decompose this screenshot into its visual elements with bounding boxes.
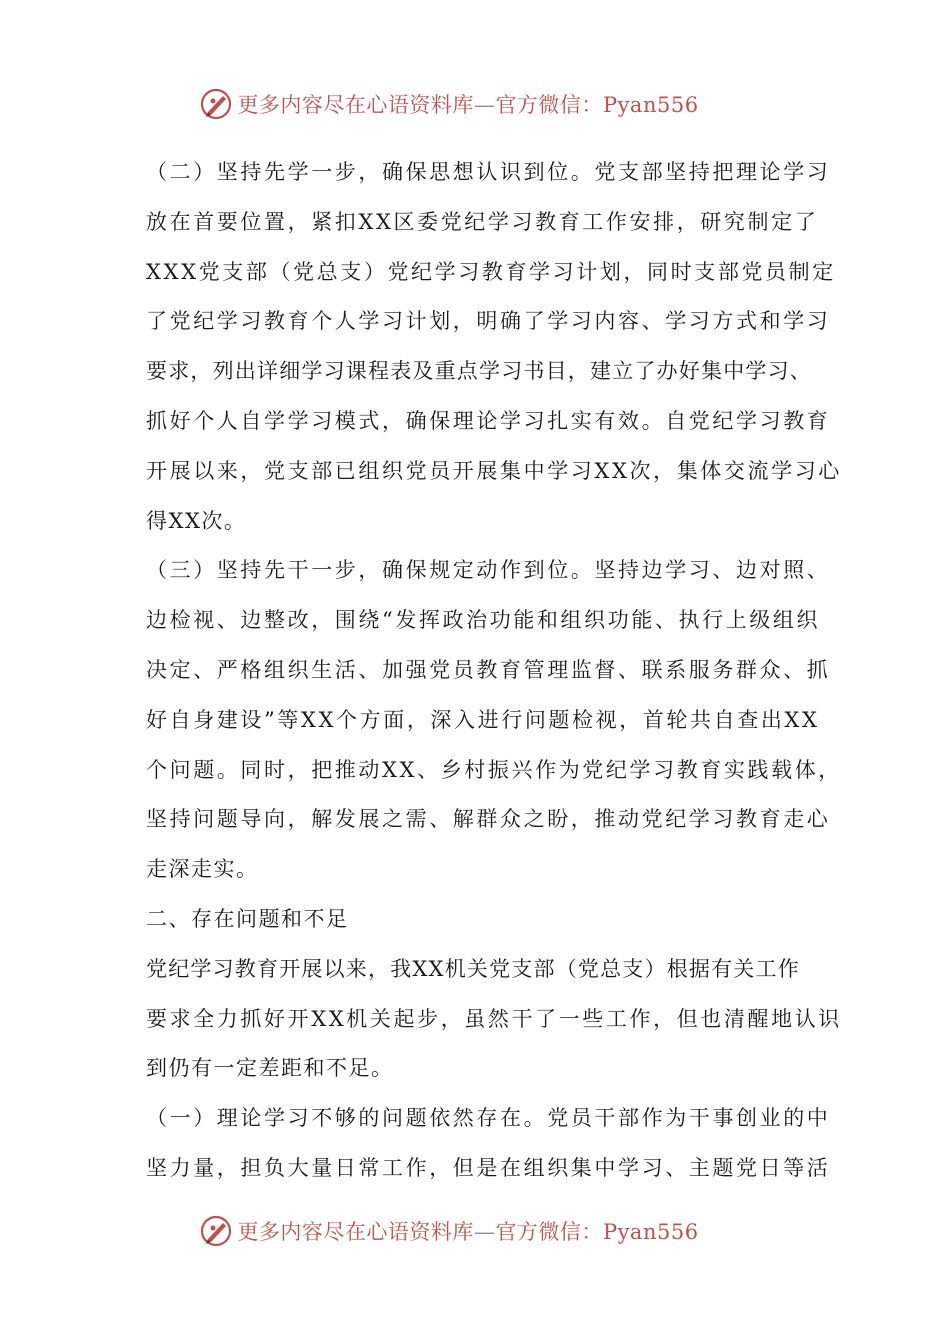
body-line: （三）坚持先干一步，确保规定动作到位。坚持边学习、边对照、 [146, 558, 831, 583]
body-line: 抓好个人自学学习模式，确保理论学习扎实有效。自党纪学习教育 [146, 408, 831, 433]
pen-logo-icon [199, 1214, 233, 1248]
watermark-official-label: 官方微信： [495, 93, 603, 117]
watermark-wechat-id: Pyan556 [602, 1220, 699, 1244]
body-line: 好自身建设”等XX个方面，深入进行问题检视，首轮共自查出XX [146, 707, 820, 732]
watermark-dash: — [473, 1220, 496, 1244]
body-line: 了党纪学习教育个人学习计划，明确了学习内容、学习方式和学习 [146, 309, 831, 334]
watermark-wechat-id: Pyan556 [602, 93, 699, 117]
body-line: 边检视、边整改，围绕“发挥政治功能和组织功能、执行上级组织 [146, 608, 821, 633]
body-line: 坚持问题导向，解发展之需、解群众之盼，推动党纪学习教育走心 [146, 807, 831, 832]
body-line: 个问题。同时，把推动XX、乡村振兴作为党纪学习教育实践载体， [146, 757, 842, 782]
body-line: 放在首要位置，紧扣XX区委党纪学习教育工作安排，研究制定了 [146, 209, 819, 234]
body-line: 走深走实。 [146, 857, 259, 882]
body-line: 开展以来，党支部已组织党员开展集中学习XX次，集体交流学习心 [146, 458, 842, 483]
watermark-official-label: 官方微信： [495, 1220, 603, 1244]
body-line: （一）理论学习不够的问题依然存在。党员干部作为干事创业的中 [146, 1106, 831, 1131]
body-line: 党纪学习教育开展以来，我XX机关党支部（党总支）根据有关工作 [146, 956, 800, 981]
watermark-main-text: 更多内容尽在心语资料库 [237, 1220, 474, 1244]
watermark-dash: — [473, 93, 496, 117]
body-line: 要求，列出详细学习课程表及重点学习书目，建立了办好集中学习、 [146, 359, 812, 384]
body-line: （二）坚持先学一步，确保思想认识到位。党支部坚持把理论学习 [146, 160, 831, 184]
watermark-header [0, 84, 950, 124]
body-line: 坚力量，担负大量日常工作，但是在组织集中学习、主题党日等活 [146, 1155, 831, 1180]
watermark-main-text: 更多内容尽在心语资料库 [237, 93, 474, 117]
body-line: 决定、严格组织生活、加强党员教育管理监督、联系服务群众、抓 [146, 657, 831, 682]
body-line: 要求全力抓好开XX机关起步，虽然干了一些工作，但也清醒地认识 [146, 1006, 842, 1031]
body-line: 得XX次。 [146, 508, 247, 533]
body-line: XXX党支部（党总支）党纪学习教育学习计划，同时支部党员制定 [146, 259, 836, 284]
pen-logo-icon [199, 87, 233, 121]
watermark-footer [0, 1211, 950, 1251]
document-body [146, 148, 842, 1194]
body-line: 到仍有一定差距和不足。 [146, 1056, 394, 1081]
section-heading: 二、存在问题和不足 [146, 906, 349, 931]
